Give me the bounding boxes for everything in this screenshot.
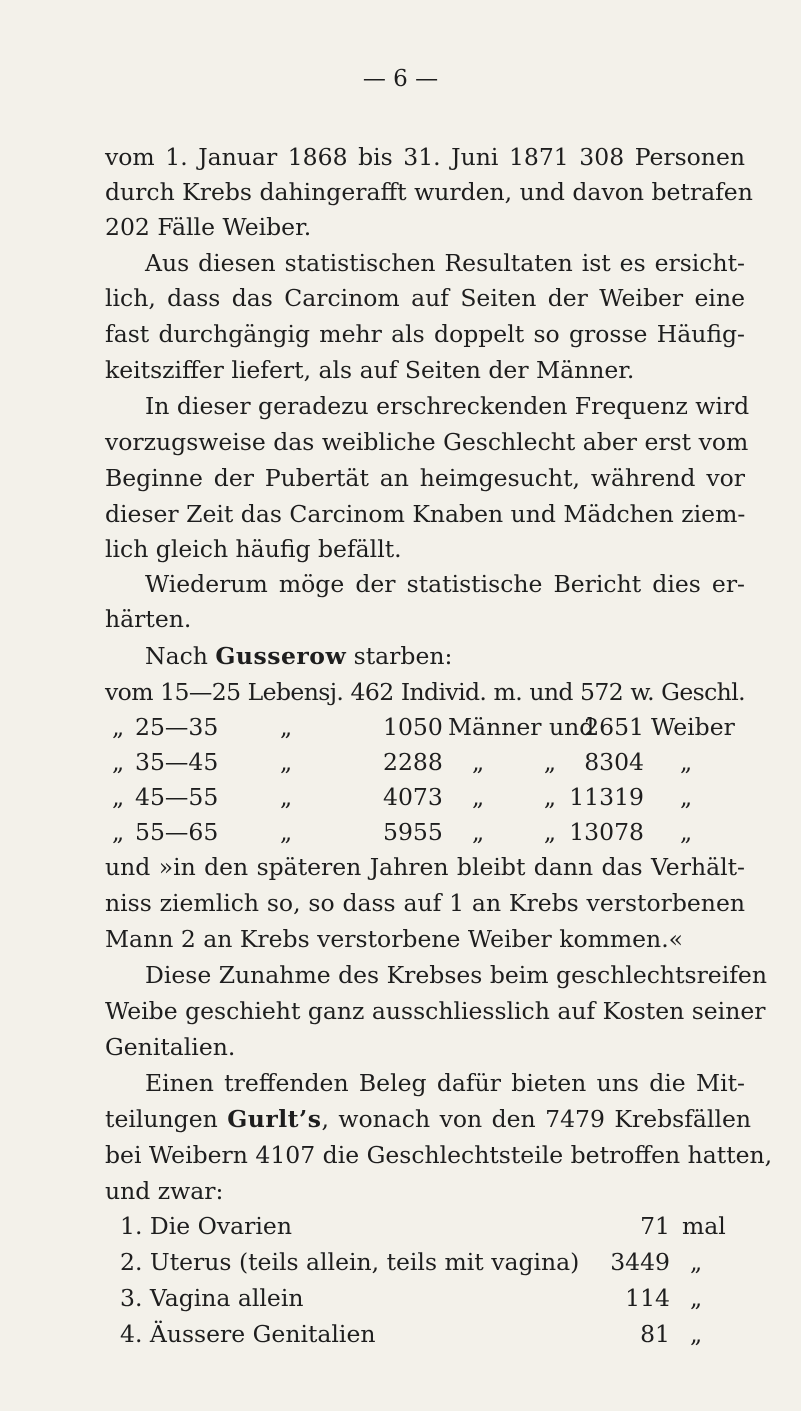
text-line: Beginne der Pubertät an heimgesucht, während vor — [105, 464, 745, 492]
men-count: 2288 — [383, 748, 443, 776]
text-line: In dieser geradezu erschreckenden Frequenz wird — [145, 392, 750, 420]
list-item-count: 71 — [640, 1212, 670, 1240]
text-line — [105, 1102, 752, 1136]
row-label: „ „ — [472, 818, 557, 846]
age-range: 35—45 — [135, 748, 219, 776]
ditto-mark: „ — [280, 713, 293, 741]
table-intro — [145, 639, 745, 673]
row-end: „ — [680, 818, 693, 846]
row-end: „ — [680, 783, 693, 811]
text-line: lich, dass das Carcinom auf Seiten der Weiber eine — [105, 284, 745, 312]
text-line: Einen treffenden Beleg dafür bieten uns die Mit- — [145, 1069, 745, 1097]
text-line: durch Krebs dahingerafft wurden, und davon betrafen — [105, 178, 753, 206]
age-range: 25—35 — [135, 713, 219, 741]
text-line: Diese Zunahme des Krebses beim geschlechtsreifen — [145, 961, 767, 989]
list-item-count: 81 — [640, 1320, 670, 1348]
list-item-unit: mal — [682, 1212, 726, 1240]
text-line: Aus diesen statistischen Resultaten ist es ersicht- — [145, 249, 745, 277]
men-count: 4073 — [383, 783, 443, 811]
women-count: 11319 — [569, 783, 644, 811]
text-line: fast durchgängig mehr als doppelt so grosse Häufig- — [105, 320, 745, 348]
age-range: 45—55 — [135, 783, 219, 811]
text-fragment: teilungen — [105, 1105, 228, 1133]
text-line: keitsziffer liefert, als auf Seiten der Männer. — [105, 356, 635, 384]
women-count: 2651 — [584, 713, 644, 741]
ditto-mark: „ — [112, 748, 125, 776]
table-row-header: vom 15—25 Lebensj. 462 Individ. m. und 572 w. Geschl. — [105, 678, 745, 706]
row-end: „ — [680, 748, 693, 776]
author-name: Gusserow — [215, 642, 347, 670]
intro-prefix: Nach — [145, 642, 216, 670]
author-name: Gurlt’s — [227, 1105, 322, 1133]
row-label: „ „ — [472, 783, 557, 811]
ditto-mark: „ — [280, 748, 293, 776]
ditto-mark: „ — [112, 783, 125, 811]
ditto-mark: „ — [112, 713, 125, 741]
text-line: Weibe geschieht ganz ausschliesslich auf Kosten seiner — [105, 997, 766, 1025]
list-item-unit: „ — [690, 1284, 703, 1312]
text-line: dieser Zeit das Carcinom Knaben und Mädchen ziem- — [105, 500, 746, 528]
list-item-unit: „ — [690, 1320, 703, 1348]
list-item-label: 3. Vagina allein — [120, 1284, 304, 1312]
text-line: und »in den späteren Jahren bleibt dann das Verhält- — [105, 853, 745, 881]
row-label: Männer und — [448, 713, 595, 741]
text-fragment: , wonach von den 7479 Krebsfällen — [321, 1105, 752, 1133]
list-item-count: 3449 — [610, 1248, 670, 1276]
page-number-header: — 6 — — [362, 66, 439, 92]
list-item-label: 2. Uterus (teils allein, teils mit vagina) — [120, 1248, 580, 1276]
text-line: vorzugsweise das weibliche Geschlecht aber erst vom — [105, 428, 749, 456]
text-line: Genitalien. — [105, 1033, 236, 1061]
text-line: vom 1. Januar 1868 bis 31. Juni 1871 308 Personen — [105, 143, 745, 171]
women-count: 13078 — [569, 818, 644, 846]
text-line: 202 Fälle Weiber. — [105, 213, 312, 241]
list-item-unit: „ — [690, 1248, 703, 1276]
text-line: Mann 2 an Krebs verstorbene Weiber kommen.« — [105, 925, 684, 953]
list-item-count: 114 — [625, 1284, 670, 1312]
text-line: niss ziemlich so, so dass auf 1 an Krebs verstorbenen — [105, 889, 745, 917]
women-count: 8304 — [584, 748, 644, 776]
ditto-mark: „ — [280, 818, 293, 846]
text-line: bei Weibern 4107 die Geschlechtsteile betroffen hatten, — [105, 1141, 773, 1169]
ditto-mark: „ — [112, 818, 125, 846]
text-line: härten. — [105, 605, 192, 633]
list-item-label: 4. Äussere Genitalien — [120, 1320, 376, 1348]
men-count: 5955 — [383, 818, 443, 846]
text-line: lich gleich häufig befällt. — [105, 535, 402, 563]
men-count: 1050 — [383, 713, 443, 741]
ditto-mark: „ — [280, 783, 293, 811]
row-end: Weiber — [651, 713, 735, 741]
text-line: und zwar: — [105, 1177, 224, 1205]
row-label: „ „ — [472, 748, 557, 776]
list-item-label: 1. Die Ovarien — [120, 1212, 292, 1240]
intro-suffix: starben: — [346, 642, 453, 670]
age-range: 55—65 — [135, 818, 219, 846]
text-line: Wiederum möge der statistische Bericht dies er- — [145, 570, 745, 598]
